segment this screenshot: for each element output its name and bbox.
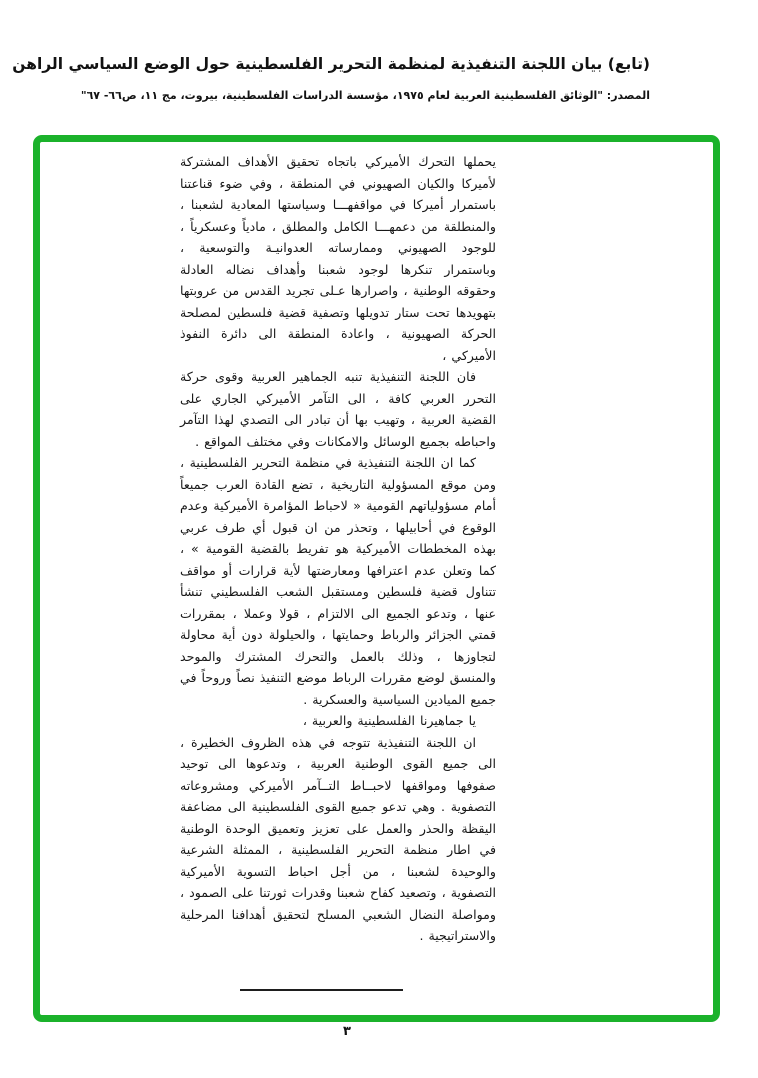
paragraph-leaders-responsibility: كما ان اللجنة التنفيذية في منظمة التحرير الفلسطينية ، ومن موقع المسؤولية التاريخية ، تضع القادة العرب جميعاً أمام مسؤولياتهم القومية « لاحباط المؤامرة الأميركية وعدم الوقوع في أحابيلها ، وتحذر من ان قبول أي طرف عربي بهذه المخططات الأميركية هو تفريط بالقضية القومية » ، كما وتعلن عدم اعترافها ومعارضتها لأية قرارات أو مواقف تتناول قضية فلسطين ومستقبل الشعب الفلسطيني تنشأ عنها ، وتدعو الجميع الى الالتزام ، قولا وعملا ، بمقررات قمتي الجزائر والرباط وحمايتها ، والحيلولة دون أية محاولة لتجاوزها ، وذلك بالعمل والتحرك المشترك والموحد والمنسق لوضع مقررات الرباط موضع التنفيذ نصاً وروحاً في جميع الميادين السياسية والعسكرية . (180, 455, 496, 707)
document-header (12, 52, 650, 103)
document-source-citation: المصدر: "الوثائق الفلسطينية العربية لعام ١٩٧٥، مؤسسة الدراسات الفلسطينية، بيروت، مج ١١، ص٦٦- ٦٧" (80, 89, 650, 102)
end-divider (240, 989, 403, 991)
document-body (180, 151, 496, 991)
paragraph-closing-appeal: ان اللجنة التنفيذية تتوجه في هذه الظروف الخطيرة ، الى جميع القوى الوطنية العربية ، وتدعوها الى توحيد صفوفها ومواقفها لاحبــاط التــآمر الأميركي ومشروعاته التصفوية . وهي تدعو جميع القوى الفلسطينية الى مضاعفة اليقظة والحذر والعمل على تعزيز وتعميق الوحدة الوطنية في اطار منظمة التحرير الفلسطينية ، الممثلة الشرعية والوحيدة لشعبنا ، من أجل احباط التسوية الأميركية التصفوية ، وتصعيد كفاح شعبنا وقدرات ثورتنا على الصمود ، ومواصلة النضال الشعبي المسلح لتحقيق أهدافنا المرحلية والاستراتيجية . (180, 734, 496, 943)
paragraph-warning: فان اللجنة التنفيذية تنبه الجماهير العربية وقوى حركة التحرر العربي كافة ، الى التآمر الأميركي الجاري على القضية العربية ، وتهيب بها أن تبادر الى التصدي لهذا التآمر واحباطه بجميع الوسائل والامكانات وفي مختلف المواقع . (180, 369, 496, 449)
paragraph-salutation: يا جماهيرنا الفلسطينية والعربية ، (302, 713, 476, 728)
document-frame (33, 135, 720, 1022)
page-number: ٣ (343, 1024, 351, 1039)
paragraph-continuation: يحملها التحرك الأميركي باتجاه تحقيق الأهداف المشتركة لأميركا والكيان الصهيوني في المنطقة ، وفي ضوء قناعتنا باستمرار أميركا في مواقفهـــا وسياستها المعادية لشعبنا ، والمنطلقة من دعمهـــا الكامل والمطلق ، مادياً وعسكرياً ، للوجود الصهيوني وممارساته العدوانيـة والتوسعية ، وباستمرار تنكرها لوجود شعبنا وأهداف نضاله العادلة وحقوقه الوطنية ، واصرارها عـلى تجريد القدس من عروبتها بتهويدها تحت ستار تدويلها وتصفية قضية فلسطين لمصلحة الحركة الصهيونية ، واعادة المنطقة الى دائرة النفوذ الأميركي ، (180, 154, 496, 363)
document-title: (تابع) بيان اللجنة التنفيذية لمنظمة التحرير الفلسطينية حول الوضع السياسي الراهن (12, 55, 650, 73)
